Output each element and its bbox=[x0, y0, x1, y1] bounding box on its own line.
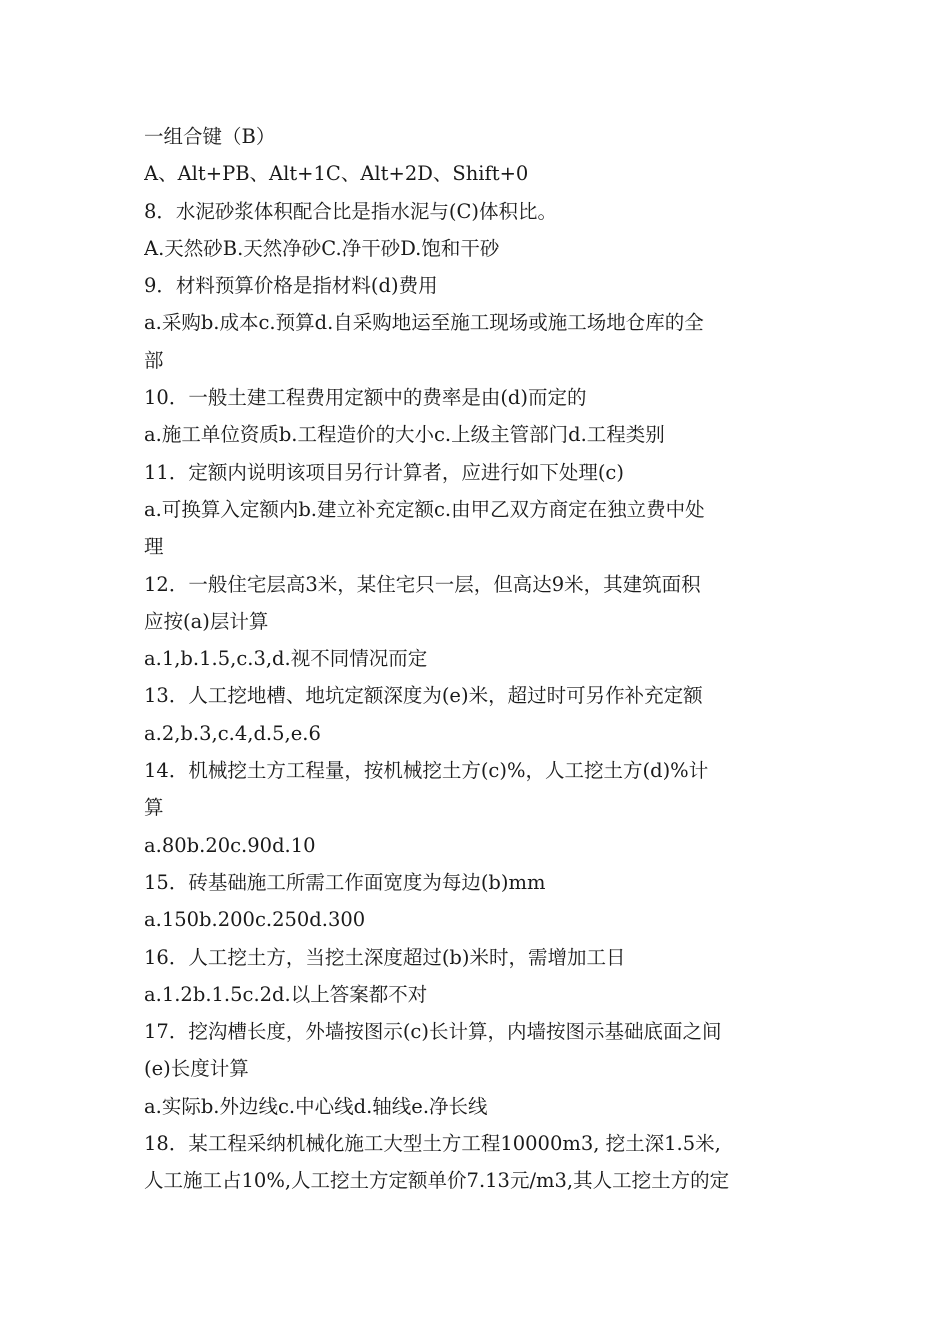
answer-options-line: a.采购b.成本c.预算d.自采购地运至施工现场或施工场地仓库的全 bbox=[144, 311, 704, 335]
question-line: 应按(a)层计算 bbox=[144, 609, 269, 633]
question-line: 14．机械挖土方工程量，按机械挖土方(c)%，人工挖土方(d)%计 bbox=[144, 759, 709, 783]
answer-options-line: a.实际b.外边线c.中心线d.轴线e.净长线 bbox=[144, 1094, 488, 1118]
question-line: 算 bbox=[144, 796, 164, 820]
answer-options-line: a.2,b.3,c.4,d.5,e.6 bbox=[144, 721, 321, 745]
text-line: 一组合键（B） bbox=[144, 125, 276, 148]
question-line: 12．一般住宅层高3米，某住宅只一层，但高达9米，其建筑面积 bbox=[144, 572, 701, 596]
question-line: (e)长度计算 bbox=[144, 1057, 249, 1081]
question-line: 8．水泥砂浆体积配合比是指水泥与(C)体积比。 bbox=[144, 199, 558, 223]
question-line: 10．一般土建工程费用定额中的费率是由(d)而定的 bbox=[144, 386, 587, 410]
document-body bbox=[144, 118, 814, 1200]
question-line: 13．人工挖地槽、地坑定额深度为(e)米，超过时可另作补充定额 bbox=[144, 684, 703, 708]
answer-options-line: a.可换算入定额内b.建立补充定额c.由甲乙双方商定在独立费中处 bbox=[144, 497, 705, 521]
answer-options-line: 理 bbox=[144, 535, 164, 559]
answer-options-line: a.80b.20c.90d.10 bbox=[144, 833, 316, 857]
answer-options-line: a.1,b.1.5,c.3,d.视不同情况而定 bbox=[144, 647, 428, 671]
question-line: 17．挖沟槽长度，外墙按图示(c)长计算，内墙按图示基础底面之间 bbox=[144, 1020, 722, 1044]
answer-options-line: 部 bbox=[144, 348, 164, 372]
answer-options-line: a.1.2b.1.5c.2d.以上答案都不对 bbox=[144, 982, 428, 1006]
question-line: 18．某工程采纳机械化施工大型土方工程10000m3, 挖土深1.5米, bbox=[144, 1132, 721, 1156]
text-line: A、Alt+PB、Alt+1C、Alt+2D、Shift+0 bbox=[144, 162, 529, 186]
answer-options-line: a.施工单位资质b.工程造价的大小c.上级主管部门d.工程类别 bbox=[144, 423, 665, 447]
answer-options-line: a.150b.200c.250d.300 bbox=[144, 908, 366, 932]
question-line: 16．人工挖土方，当挖土深度超过(b)米时，需增加工日 bbox=[144, 945, 626, 969]
question-line: 人工施工占10%,人工挖土方定额单价7.13元/m3,其人工挖土方的定 bbox=[144, 1169, 730, 1193]
question-line: 9．材料预算价格是指材料(d)费用 bbox=[144, 274, 438, 298]
question-line: 11．定额内说明该项目另行计算者，应进行如下处理(c) bbox=[144, 460, 624, 484]
question-line: 15．砖基础施工所需工作面宽度为每边(b)mm bbox=[144, 870, 546, 894]
answer-options-line: A.天然砂B.天然净砂C.净干砂D.饱和干砂 bbox=[144, 236, 500, 260]
